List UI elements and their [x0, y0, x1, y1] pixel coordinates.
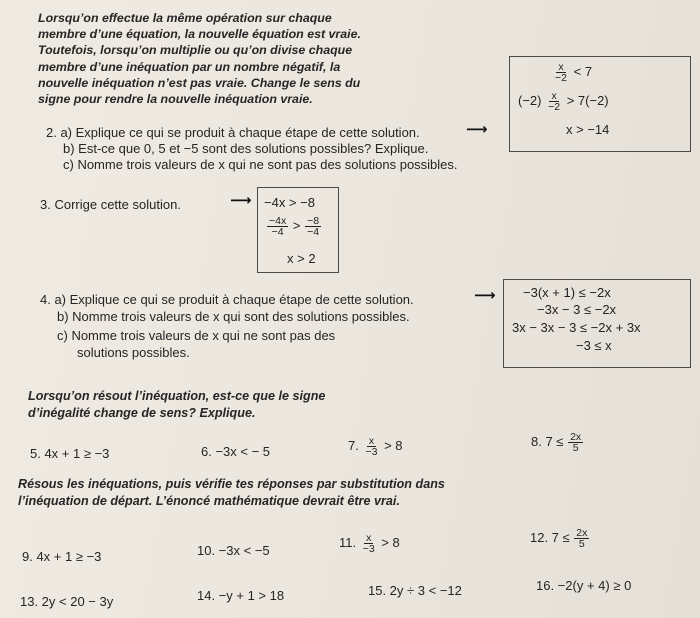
- box1-line-3: x > −14: [566, 122, 610, 137]
- fraction: $\frac{2x}{5}$: [570, 431, 582, 454]
- q4c: c) Nomme trois valeurs de x qui ne sont pas des: [57, 328, 336, 343]
- box3-line-2: $\frac{-4x}{-4}$ > $\frac{-8}{-4}$: [269, 215, 320, 238]
- fraction: $\frac{x}{-3}$: [362, 532, 375, 555]
- exercise-5: 5. 4x + 1 ≥ −3: [30, 446, 110, 461]
- intro-paragraph: [38, 10, 418, 107]
- exercise-15: 15. 2y ÷ 3 < −12: [368, 583, 462, 598]
- exercise-9: 9. 4x + 1 ≥ −3: [22, 549, 102, 564]
- box3-line-1: −4x > −8: [264, 195, 315, 210]
- q4a: 4. a) Explique ce qui se produit à chaque étape de cette solution.: [40, 292, 414, 307]
- box4-line-4: −3 ≤ x: [576, 338, 612, 353]
- box3-line-3: x > 2: [287, 251, 316, 266]
- exercise-16: 16. −2(y + 4) ≥ 0: [536, 578, 632, 593]
- q2a: 2. a) Explique ce qui se produit à chaque étape de cette solution.: [46, 125, 420, 140]
- section-1-instruction: d’inégalité change de sens? Explique.: [28, 406, 256, 420]
- intro-line: Lorsqu’on effectue la même opération sur chaque: [38, 11, 332, 25]
- fraction: $\frac{-8}{-4}$: [307, 215, 320, 238]
- q4c-cont: solutions possibles.: [77, 345, 190, 360]
- exercise-10: 10. −3x < −5: [197, 543, 270, 558]
- intro-line: signe pour rendre la nouvelle inéquation vraie.: [38, 92, 313, 107]
- exercise-7: 7. $\frac{x}{-3}$ > 8: [348, 435, 403, 458]
- q3: 3. Corrige cette solution.: [40, 197, 181, 212]
- box4-line-3: 3x − 3x − 3 ≤ −2x + 3x: [512, 320, 641, 335]
- arrow-icon: ⟶: [466, 121, 488, 138]
- intro-line: membre d’une inéquation par un nombre négatif, la: [38, 59, 341, 74]
- box1-line-1: $\frac{x}{-2}$ < 7: [555, 61, 593, 84]
- arrow-icon: ⟶: [474, 287, 496, 304]
- box1-line-2: (−2) $\frac{x}{-2}$ > 7(−2): [518, 90, 609, 113]
- fraction: $\frac{x}{-2}$: [555, 61, 567, 84]
- fraction: $\frac{-4x}{-4}$: [269, 215, 287, 238]
- intro-line: nouvelle inéquation n’est pas vraie. Change le sens du: [38, 75, 361, 90]
- box4-line-1: −3(x + 1) ≤ −2x: [523, 285, 611, 300]
- exercise-12: 12. 7 ≤ $\frac{2x}{5}$: [530, 527, 588, 550]
- q2b: b) Est-ce que 0, 5 et −5 sont des solutions possibles? Explique.: [63, 141, 429, 156]
- section-1-instruction: Lorsqu’on résout l’inéquation, est-ce que le signe: [28, 389, 326, 403]
- arrow-icon: ⟶: [230, 192, 252, 209]
- intro-line: membre d’une équation, la nouvelle équation est vraie.: [38, 27, 361, 42]
- q4b: b) Nomme trois valeurs de x qui sont des solutions possibles.: [57, 309, 410, 324]
- section-2-instruction: Résous les inéquations, puis vérifie tes réponses par substitution dans: [18, 477, 445, 491]
- exercise-8: 8. 7 ≤ $\frac{2x}{5}$: [531, 431, 582, 454]
- exercise-13: 13. 2y < 20 − 3y: [20, 594, 114, 609]
- exercise-6: 6. −3x < − 5: [201, 444, 271, 459]
- exercise-14: 14. −y + 1 > 18: [197, 588, 285, 603]
- exercise-11: 11. $\frac{x}{-3}$ > 8: [339, 532, 400, 555]
- box4-line-2: −3x − 3 ≤ −2x: [537, 302, 617, 317]
- section-2-instruction: l’inéquation de départ. L’énoncé mathématique devrait être vrai.: [18, 494, 400, 508]
- q2c: c) Nomme trois valeurs de x qui ne sont pas des solutions possibles.: [63, 157, 458, 172]
- fraction: $\frac{x}{-3}$: [365, 435, 378, 458]
- intro-line: Toutefois, lorsqu’on multiplie ou qu’on divise chaque: [38, 43, 353, 58]
- fraction: $\frac{2x}{5}$: [576, 527, 588, 550]
- fraction: $\frac{x}{-2}$: [548, 90, 561, 113]
